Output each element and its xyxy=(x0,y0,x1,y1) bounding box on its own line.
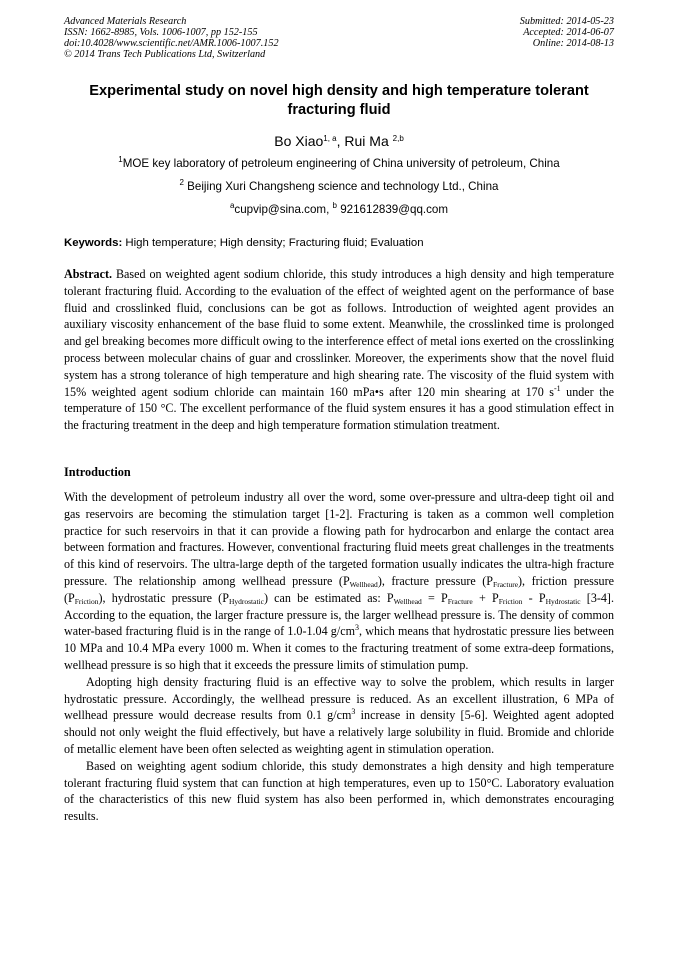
intro-text: ) can be estimated as: P xyxy=(263,590,394,605)
email-b: 921612839@qq.com xyxy=(336,203,449,216)
author-list xyxy=(0,132,678,150)
intro-text: ), fracture pressure (P xyxy=(377,573,494,588)
affiliation-1 xyxy=(0,156,678,171)
affiliation-2 xyxy=(0,179,678,194)
intro-text: - P xyxy=(522,590,546,605)
subscript: Fracture xyxy=(493,579,519,589)
superscript: 3 xyxy=(355,623,359,633)
intro-text: + P xyxy=(472,590,499,605)
email-a: cupvip@sina.com, xyxy=(234,203,333,216)
abstract-text-1: Based on weighted agent sodium chloride, this study introduces a high density and high temperature tolerant fracturing fluid. According to the evaluation of the effect of weighted agent on the performance of base fluid and crosslinked fluid, conclusions can be got as follows. Introduction of weighted agent provides an auxiliary viscosity enhancement of the base fluid to some extent. Meanwhile, the crosslinked time is prolonged and gel breaking becomes more difficult owing to the interference effect of metal ions exerted on the crosslinking process between molecular chains of guar and crosslinker. Moreover, the experiments show that the novel fluid system has a strong tolerance of high temperature and high shearing rate. The viscosity of the fluid system with 15% weighted agent sodium chloride can maintain 160 mPa•s after 120 min shearing at 170 s xyxy=(64,267,614,399)
affiliation-2-text: Beijing Xuri Changsheng science and technology Ltd., China xyxy=(183,180,499,193)
author-1-affil: 1, a xyxy=(323,134,337,143)
online-date: Online: 2014-08-13 xyxy=(532,38,614,49)
email-b-marker: b xyxy=(332,201,337,210)
affiliation-1-text: MOE key laboratory of petroleum engineering of China university of petroleum, China xyxy=(122,157,560,170)
intro-paragraph-2 xyxy=(64,674,614,758)
intro-paragraph-1 xyxy=(64,489,614,674)
journal-name: Advanced Materials Research xyxy=(64,16,187,27)
dates-header xyxy=(520,16,614,49)
subscript: Friction xyxy=(74,596,99,606)
author-emails xyxy=(0,202,678,217)
intro-text: [3-4]. According to the equation, the larger fracture pressure is, the larger wellhead pressure is. The density of common water-based fracturing fluid is in the range of 1.0-1.04 g/cm xyxy=(64,590,614,639)
intro-text: With the development of petroleum industry all over the word, some over-pressure and ultra-deep tight oil and gas reservoirs are becoming the stimulation target [1-2]. Fracturing is taken as a common well completion practice for such reservoirs in that it can provide a flowing path for hydrocarbon and enlarge the contact area between formation and fractures. However, conventional fracturing fluid meets great challenges in the treatments of this kind of reservoirs. The ultra-large depth of the targeted formation usually indicates the ultra-high fracture pressure. The relationship among wellhead pressure (P xyxy=(64,490,614,588)
keywords-text: High temperature; High density; Fracturing fluid; Evaluation xyxy=(122,237,424,249)
subscript: Friction xyxy=(498,596,523,606)
introduction-heading: Introduction xyxy=(64,465,131,479)
intro-text: ), hydrostatic pressure (P xyxy=(98,590,229,605)
abstract-label: Abstract. xyxy=(64,267,113,281)
paper-title xyxy=(40,82,638,120)
title-line-2: fracturing fluid xyxy=(287,102,391,118)
journal-header xyxy=(64,16,279,60)
doi-line: doi:10.4028/www.scientific.net/AMR.1006-1007.152 xyxy=(64,38,279,49)
title-line-1: Experimental study on novel high density and high temperature tolerant xyxy=(89,83,589,99)
intro-text: ), friction pressure (P xyxy=(64,573,614,605)
accepted-date: Accepted: 2014-06-07 xyxy=(523,27,614,38)
subscript: Fracture xyxy=(447,596,473,606)
affiliation-1-marker: 1 xyxy=(118,155,123,164)
author-separator: , xyxy=(336,133,345,149)
intro-text: , which means that hydrostatic pressure lies between 10 MPa and 10.4 MPa every 1000 m. When it comes to the fracturing treatment of some extra-deep formations, wellhead pressure is so high that it exceeds the pressure limits of stimulation pump. xyxy=(64,624,614,672)
subscript: Wellhead xyxy=(349,579,378,589)
issn-line: ISSN: 1662-8985, Vols. 1006-1007, pp 152-155 xyxy=(64,27,258,38)
intro-text: increase in density [5-6]. Weighted agent adopted should not only weight the fluid effectively, but have a relatively large solubility in fluid. Bromide and chloride of metallic element have been often selected as weighting agent in stimulation operation. xyxy=(64,708,614,756)
introduction-body xyxy=(64,489,614,825)
affiliation-2-marker: 2 xyxy=(179,178,184,187)
abstract xyxy=(64,266,614,434)
subscript: Hydrostatic xyxy=(545,596,581,606)
email-a-marker: a xyxy=(229,201,235,210)
subscript: Hydrostatic xyxy=(228,596,264,606)
intro-paragraph-3: Based on weighting agent sodium chloride, this study demonstrates a high density and high temperature tolerant fracturing fluid system that can function at high temperatures, even up to 150°C. Laboratory evaluation of the characteristics of this new fluid system has also been performed in, which demonstrates encouraging results. xyxy=(64,758,614,824)
intro-text: = P xyxy=(421,590,448,605)
abstract-sup: -1 xyxy=(553,383,561,393)
submitted-date: Submitted: 2014-05-23 xyxy=(519,16,614,27)
copyright-line: © 2014 Trans Tech Publications Ltd, Switzerland xyxy=(64,49,266,60)
subscript: Wellhead xyxy=(393,596,422,606)
abstract-text-2: under the temperature of 150 °C. The excellent performance of the fluid system ensures it has a good stimulation effect in the fracturing treatment in the deep and high temperature formation stimulation treatment. xyxy=(64,384,614,433)
keywords xyxy=(64,236,624,251)
keywords-label: Keywords: xyxy=(64,237,123,249)
author-1: Bo Xiao xyxy=(274,133,324,149)
superscript: 3 xyxy=(351,707,356,717)
author-2-affil: 2,b xyxy=(392,134,404,143)
author-2: Rui Ma xyxy=(344,133,393,149)
intro-text: Adopting high density fracturing fluid is an effective way to solve the problem, which results in larger hydrostatic pressure. Accordingly, the wellhead pressure is reduced. As an excellent illustration, 6 MPa of wellhead pressure would decrease results from 0.1 g/cm xyxy=(64,674,614,723)
